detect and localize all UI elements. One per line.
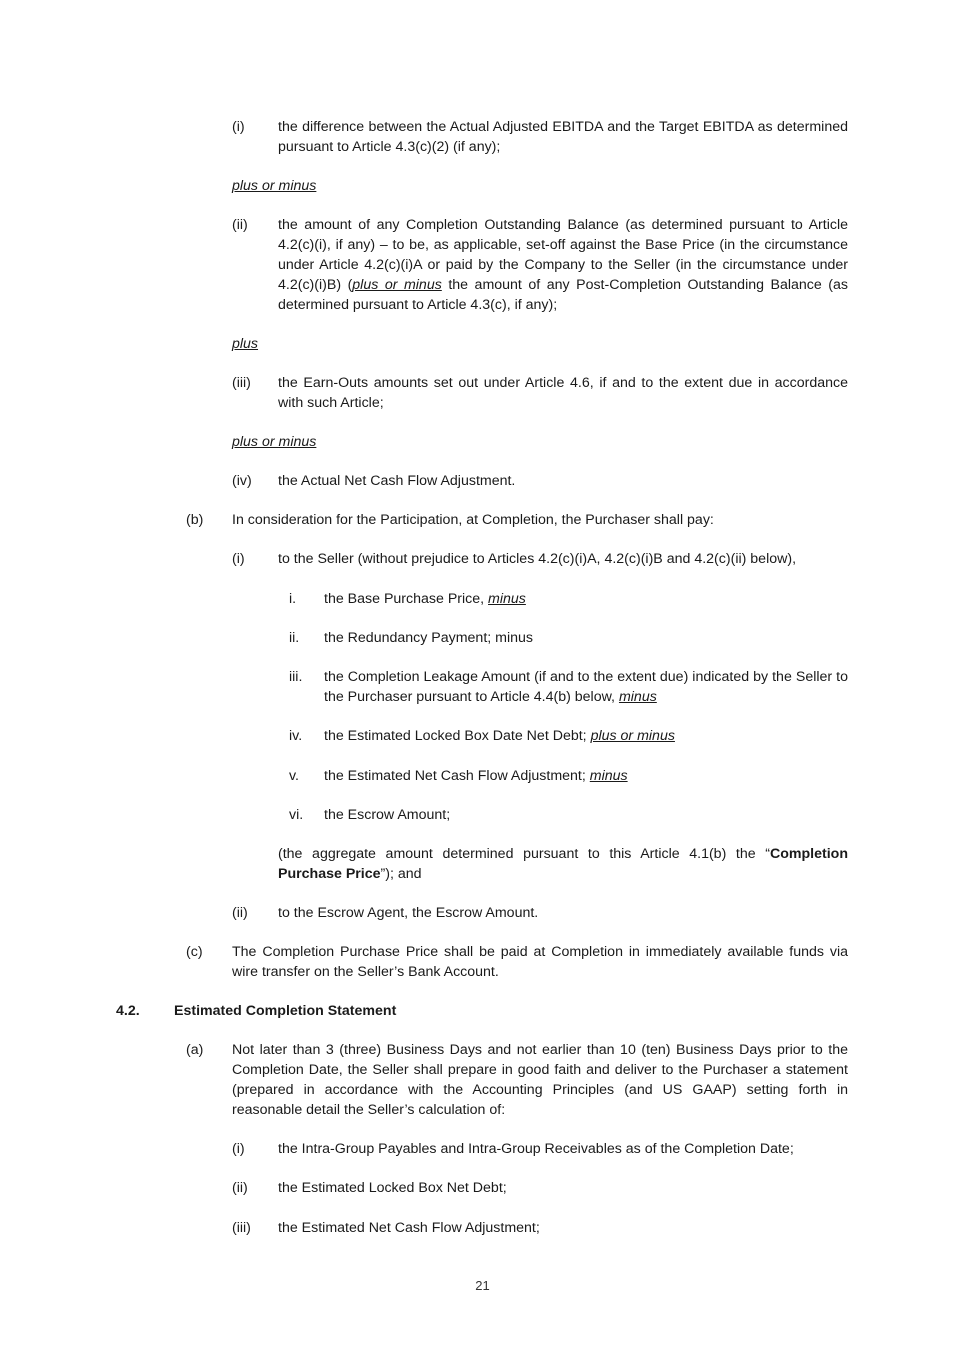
roman-label: ii. [289,630,300,646]
connector-plus-or-minus: plus or minus [232,178,317,194]
roman-item-text: the Estimated Locked Box Date Net Debt; plus or minus [324,728,675,744]
definition-paragraph: (the aggregate amount determined pursuant to this Article 4.1(b) the “Completion Purchase Price”); and [278,846,848,882]
connector-plus: plus [232,336,259,352]
item-label: (ii) [232,217,248,233]
roman-item-text: the Estimated Net Cash Flow Adjustment; minus [324,768,628,784]
item-text: to the Escrow Agent, the Escrow Amount. [278,905,539,921]
item-label: (i) [232,1141,245,1157]
item-text: the Estimated Locked Box Net Debt; [278,1180,507,1196]
paragraph-label: (b) [186,512,204,528]
item-text: the Estimated Net Cash Flow Adjustment; [278,1220,540,1236]
paragraph-text: Not later than 3 (three) Business Days and not earlier than 10 (ten) Business Days prior to the Completion Date, the Seller shall prepare in good faith and deliver to the Purchaser a statement (prepared in accordance with the Accounting Principles (and US GAAP) setting forth in reasonable detail the Seller’s calculation of: [232,1042,848,1118]
item-text: the Actual Net Cash Flow Adjustment. [278,473,516,489]
item-label: (iii) [232,1220,251,1236]
roman-item-text: the Redundancy Payment; minus [324,630,533,646]
paragraph-label: (a) [186,1042,204,1058]
paragraph-text: The Completion Purchase Price shall be paid at Completion in immediately available funds via wire transfer on the Seller’s Bank Account. [232,944,848,980]
section-number: 4.2. [116,1003,140,1019]
item-text: the amount of any Completion Outstanding Balance (as determined pursuant to Article 4.2(c)(i), if any) – to be, as applicable, set-off against the Base Price (in the circumstance under Article 4.2(c)(i)A or paid by the Company to the Seller (in the circumstance under 4.2(c)(i)B) (plus or minus the amount of any Post-Completion Outstanding Balance (as determined pursuant to Article 4.3(c), if any); [278,217,848,313]
roman-label: vi. [289,807,304,823]
connector-plus-or-minus: plus or minus [232,434,317,450]
item-label: (iii) [232,375,251,391]
item-label: (i) [232,551,245,567]
item-text: the difference between the Actual Adjusted EBITDA and the Target EBITDA as determined pursuant to Article 4.3(c)(2) (if any); [278,119,848,155]
section-title: Estimated Completion Statement [174,1003,397,1019]
paragraph-label: (c) [186,944,203,960]
item-text: to the Seller (without prejudice to Articles 4.2(c)(i)A, 4.2(c)(i)B and 4.2(c)(ii) below), [278,551,797,567]
roman-item-text: the Escrow Amount; [324,807,451,823]
item-label: (ii) [232,905,248,921]
item-text: the Intra-Group Payables and Intra-Group Receivables as of the Completion Date; [278,1141,794,1157]
roman-label: v. [289,768,299,784]
item-label: (ii) [232,1180,248,1196]
roman-item-text: the Base Purchase Price, minus [324,591,526,607]
roman-item-text: the Completion Leakage Amount (if and to the extent due) indicated by the Seller to the Purchaser pursuant to Article 4.4(b) below, minus [324,669,848,705]
item-label: (i) [232,119,245,135]
item-text: the Earn-Outs amounts set out under Article 4.6, if and to the extent due in accordance with such Article; [278,375,848,411]
roman-label: iv. [289,728,303,744]
paragraph-text: In consideration for the Participation, at Completion, the Purchaser shall pay: [232,512,714,528]
page-number: 21 [475,1278,490,1293]
item-label: (iv) [232,473,252,489]
defined-term: Completion Purchase Price [278,846,848,882]
roman-label: i. [289,591,297,607]
inline-connector: plus or minus [352,277,442,293]
roman-label: iii. [289,669,303,685]
